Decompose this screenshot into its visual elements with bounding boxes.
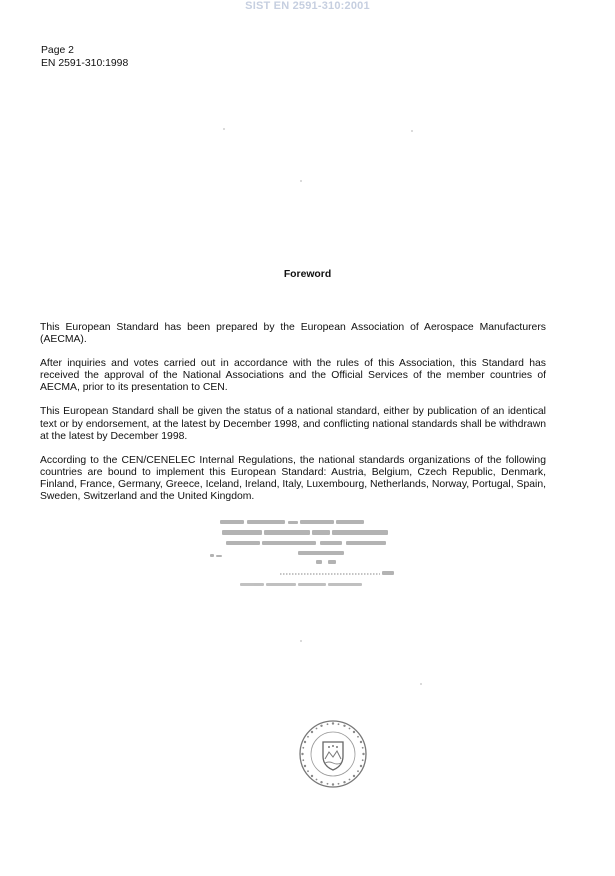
scan-speck (411, 130, 413, 132)
scan-speck (223, 128, 225, 130)
institution-stamp (200, 513, 400, 593)
scan-speck (420, 683, 422, 685)
watermark: SIST EN 2591-310:2001 (245, 0, 370, 12)
paragraph-4: According to the CEN/CENELEC Internal Regulations, the national standards organizations of the following countries are bound to implement this European Standard: Austria, Belgium, Czech Republic, Denmark, Finland, France, Germany, Greece, Iceland, Ireland, Italy, Luxembourg, Netherlands, Norway, Portugal, Spain, Sweden, Switzerland and the United Kingdom. (40, 454, 546, 503)
page-number: Page 2 (41, 45, 74, 56)
official-seal (297, 718, 369, 790)
page-header (41, 44, 128, 70)
paragraph-2: After inquiries and votes carried out in accordance with the rules of this Association, this Standard has received the approval of the National Associations and the Official Services of the member countries of AECMA, prior to its presentation to CEN. (40, 358, 546, 394)
document-id: EN 2591-310:1998 (41, 58, 129, 69)
foreword-heading: Foreword (283, 269, 332, 280)
scan-speck (300, 180, 302, 182)
scan-speck (300, 640, 302, 642)
foreword-body (40, 322, 546, 515)
paragraph-3: This European Standard shall be given the status of a national standard, either by publication of an identical text or by endorsement, at the latest by December 1998, and conflicting national standards shall be withdrawn at the latest by December 1998. (40, 406, 546, 442)
paragraph-1: This European Standard has been prepared by the European Association of Aerospace Manufacturers (AECMA). (40, 322, 546, 346)
